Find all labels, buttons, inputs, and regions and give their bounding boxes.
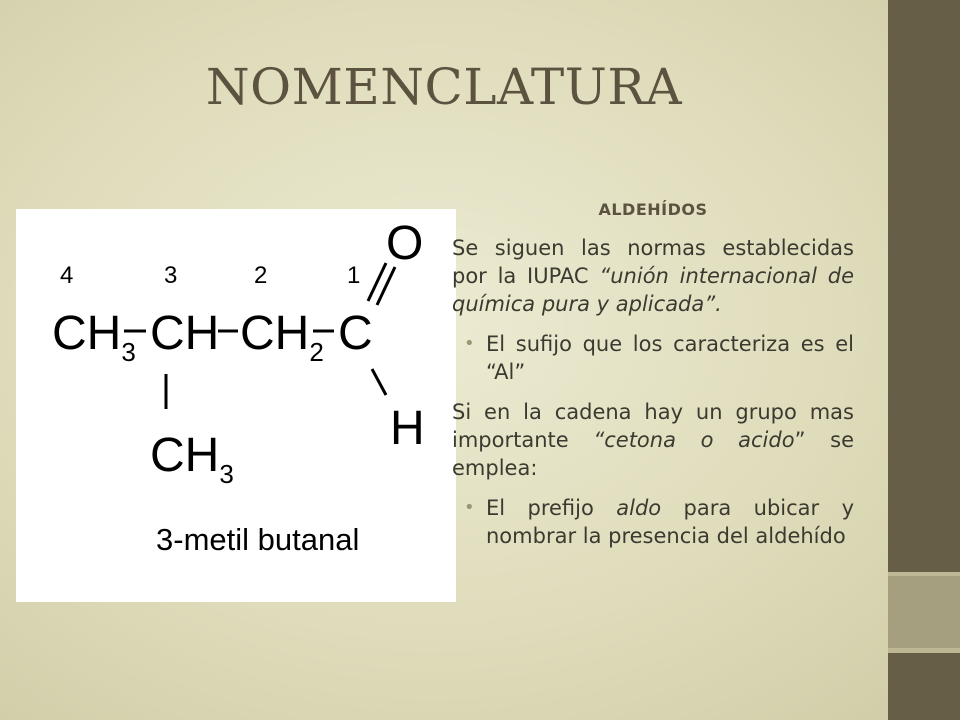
side-bar-divider xyxy=(888,648,960,653)
oxygen-atom: O xyxy=(386,217,424,270)
paragraph-priority xyxy=(452,398,854,482)
ch2-group-c2-subscript: 2 xyxy=(309,337,324,367)
side-bar-accent xyxy=(888,576,960,648)
bullet-prefix-text-end: para ubicar y nombrar la presencia del aldehído xyxy=(486,496,854,548)
paragraph-priority-text-end: ” se emplea: xyxy=(452,428,854,480)
hydrogen-atom: H xyxy=(390,402,425,455)
double-bond-line-2 xyxy=(377,267,395,305)
bullet-prefix-text: El prefijo xyxy=(486,496,617,520)
ch2-group-c2 xyxy=(240,307,324,367)
ch3-branch-symbol: CH xyxy=(150,429,220,482)
structure-figure xyxy=(16,209,456,602)
double-bond-line-1 xyxy=(368,263,386,301)
bullet-dot-icon: • xyxy=(464,333,475,354)
structure-diagram xyxy=(16,209,456,602)
paragraph-iupac xyxy=(452,234,854,318)
slide-body xyxy=(452,196,854,562)
ch3-group-c4-subscript: 3 xyxy=(121,337,136,367)
bullet-prefix xyxy=(452,494,854,550)
paragraph-iupac-italic: “unión internacional de química pura y aplicada”. xyxy=(452,264,854,316)
paragraph-priority-text: Si en la cadena hay un grupo mas importante xyxy=(452,400,854,452)
bullet-suffix-text: El sufijo que los caracteriza es el “Al” xyxy=(486,332,854,384)
paragraph-priority-italic: “cetona o acido xyxy=(593,428,795,452)
section-subheading: ALDEHÍDOS xyxy=(598,200,708,219)
slide-title: NOMENCLATURA xyxy=(205,58,683,116)
carbon-number-4: 4 xyxy=(60,262,74,289)
ch3-branch-subscript: 3 xyxy=(219,459,234,489)
figure-caption: 3-metil butanal xyxy=(156,522,360,557)
bullet-dot-icon: • xyxy=(464,497,475,518)
carbon-number-1: 1 xyxy=(347,262,361,289)
bullet-prefix-italic: aldo xyxy=(616,496,662,520)
c-group-c1: C xyxy=(338,307,373,360)
ch2-group-c2-symbol: CH xyxy=(240,307,310,360)
ch3-branch xyxy=(150,429,234,489)
carbon-number-2: 2 xyxy=(254,262,268,289)
ch-group-c3: CH xyxy=(150,307,220,360)
bond-c1-h xyxy=(372,369,386,395)
bullet-suffix xyxy=(452,330,854,386)
ch3-group-c4-symbol: CH xyxy=(52,307,122,360)
ch3-group-c4 xyxy=(52,307,136,367)
paragraph-iupac-text: Se siguen las normas establecidas por la IUPAC xyxy=(452,236,854,288)
carbon-number-3: 3 xyxy=(164,262,178,289)
